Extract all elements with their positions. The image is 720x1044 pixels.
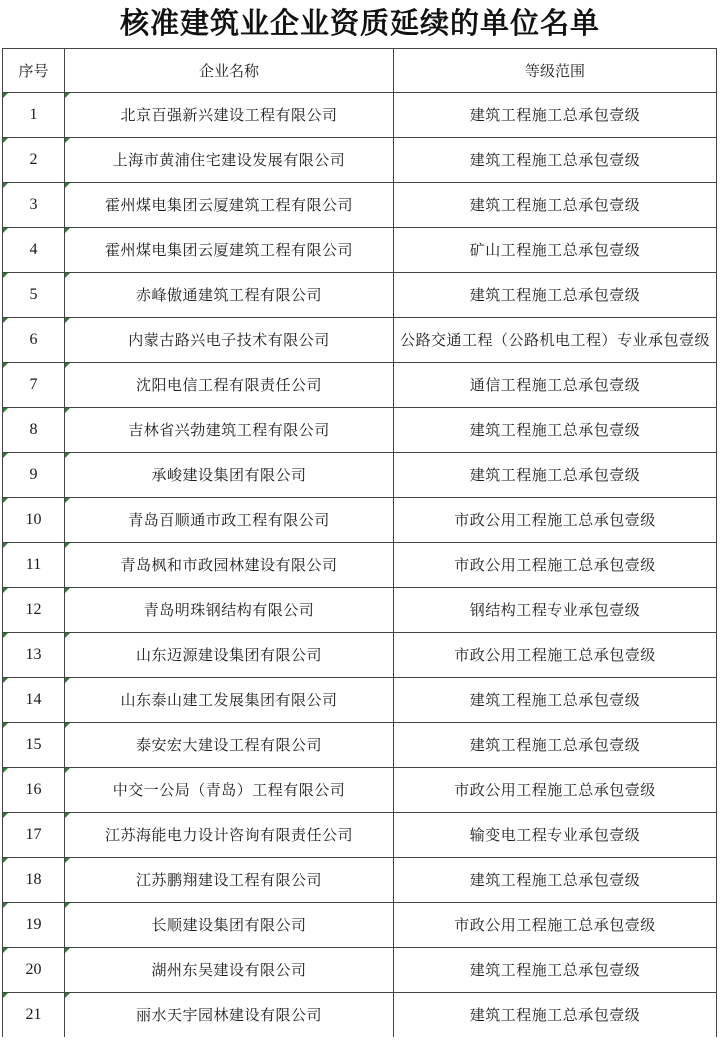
row-company-name: 上海市黄浦住宅建设发展有限公司 [65, 138, 394, 183]
row-no: 12 [3, 588, 65, 633]
qualification-table [2, 48, 717, 1037]
header-row [3, 49, 717, 93]
row-grade-scope: 市政公用工程施工总承包壹级 [394, 633, 717, 678]
row-no: 9 [3, 453, 65, 498]
row-company-name: 霍州煤电集团云厦建筑工程有限公司 [65, 183, 394, 228]
table-row [3, 858, 717, 903]
page-title: 核准建筑业企业资质延续的单位名单 [119, 6, 600, 40]
row-no: 5 [3, 273, 65, 318]
row-company-name: 湖州东吴建设有限公司 [65, 948, 394, 993]
row-company-name: 青岛百顺通市政工程有限公司 [65, 498, 394, 543]
row-company-name: 山东泰山建工发展集团有限公司 [65, 678, 394, 723]
header-no: 序号 [3, 49, 65, 93]
row-no: 7 [3, 363, 65, 408]
table-row [3, 768, 717, 813]
row-no: 2 [3, 138, 65, 183]
header-company-name: 企业名称 [65, 49, 394, 93]
qualification-table-container [2, 48, 716, 1037]
header-grade-scope: 等级范围 [394, 49, 717, 93]
table-row [3, 408, 717, 453]
table-row [3, 318, 717, 363]
row-no: 14 [3, 678, 65, 723]
row-grade-scope: 公路交通工程（公路机电工程）专业承包壹级 [394, 318, 717, 363]
row-no: 20 [3, 948, 65, 993]
row-no: 18 [3, 858, 65, 903]
row-grade-scope: 建筑工程施工总承包壹级 [394, 93, 717, 138]
row-company-name: 山东迈源建设集团有限公司 [65, 633, 394, 678]
table-row [3, 93, 717, 138]
table-row [3, 183, 717, 228]
row-no: 19 [3, 903, 65, 948]
row-company-name: 青岛明珠钢结构有限公司 [65, 588, 394, 633]
row-grade-scope: 建筑工程施工总承包壹级 [394, 723, 717, 768]
row-company-name: 泰安宏大建设工程有限公司 [65, 723, 394, 768]
table-row [3, 903, 717, 948]
row-grade-scope: 市政公用工程施工总承包壹级 [394, 903, 717, 948]
table-row [3, 813, 717, 858]
row-grade-scope: 建筑工程施工总承包壹级 [394, 408, 717, 453]
row-company-name: 江苏鹏翔建设工程有限公司 [65, 858, 394, 903]
table-row [3, 498, 717, 543]
row-company-name: 霍州煤电集团云厦建筑工程有限公司 [65, 228, 394, 273]
row-no: 11 [3, 543, 65, 588]
row-grade-scope: 市政公用工程施工总承包壹级 [394, 768, 717, 813]
row-no: 6 [3, 318, 65, 363]
row-grade-scope: 通信工程施工总承包壹级 [394, 363, 717, 408]
row-company-name: 江苏海能电力设计咨询有限责任公司 [65, 813, 394, 858]
row-company-name: 内蒙古路兴电子技术有限公司 [65, 318, 394, 363]
row-company-name: 吉林省兴勃建筑工程有限公司 [65, 408, 394, 453]
table-row [3, 723, 717, 768]
row-grade-scope: 建筑工程施工总承包壹级 [394, 183, 717, 228]
table-header [3, 49, 717, 93]
row-no: 8 [3, 408, 65, 453]
table-row [3, 543, 717, 588]
row-grade-scope: 市政公用工程施工总承包壹级 [394, 498, 717, 543]
table-row [3, 948, 717, 993]
row-grade-scope: 矿山工程施工总承包壹级 [394, 228, 717, 273]
table-body [3, 93, 717, 1038]
table-row [3, 993, 717, 1038]
table-row [3, 633, 717, 678]
row-company-name: 承峻建设集团有限公司 [65, 453, 394, 498]
row-grade-scope: 市政公用工程施工总承包壹级 [394, 543, 717, 588]
row-company-name: 丽水天宇园林建设有限公司 [65, 993, 394, 1038]
row-no: 10 [3, 498, 65, 543]
row-no: 21 [3, 993, 65, 1038]
row-company-name: 北京百强新兴建设工程有限公司 [65, 93, 394, 138]
row-grade-scope: 建筑工程施工总承包壹级 [394, 858, 717, 903]
row-grade-scope: 建筑工程施工总承包壹级 [394, 948, 717, 993]
row-company-name: 中交一公局（青岛）工程有限公司 [65, 768, 394, 813]
row-no: 17 [3, 813, 65, 858]
row-grade-scope: 建筑工程施工总承包壹级 [394, 453, 717, 498]
row-grade-scope: 建筑工程施工总承包壹级 [394, 678, 717, 723]
row-grade-scope: 钢结构工程专业承包壹级 [394, 588, 717, 633]
row-grade-scope: 建筑工程施工总承包壹级 [394, 138, 717, 183]
row-grade-scope: 建筑工程施工总承包壹级 [394, 993, 717, 1038]
row-no: 16 [3, 768, 65, 813]
table-row [3, 273, 717, 318]
row-no: 3 [3, 183, 65, 228]
row-company-name: 沈阳电信工程有限责任公司 [65, 363, 394, 408]
row-no: 13 [3, 633, 65, 678]
row-grade-scope: 建筑工程施工总承包壹级 [394, 273, 717, 318]
row-company-name: 青岛枫和市政园林建设有限公司 [65, 543, 394, 588]
table-row [3, 138, 717, 183]
table-row [3, 453, 717, 498]
table-row [3, 228, 717, 273]
row-company-name: 赤峰傲通建筑工程有限公司 [65, 273, 394, 318]
row-no: 15 [3, 723, 65, 768]
table-row [3, 678, 717, 723]
row-no: 1 [3, 93, 65, 138]
table-row [3, 588, 717, 633]
row-no: 4 [3, 228, 65, 273]
row-grade-scope: 输变电工程专业承包壹级 [394, 813, 717, 858]
table-row [3, 363, 717, 408]
row-company-name: 长顺建设集团有限公司 [65, 903, 394, 948]
